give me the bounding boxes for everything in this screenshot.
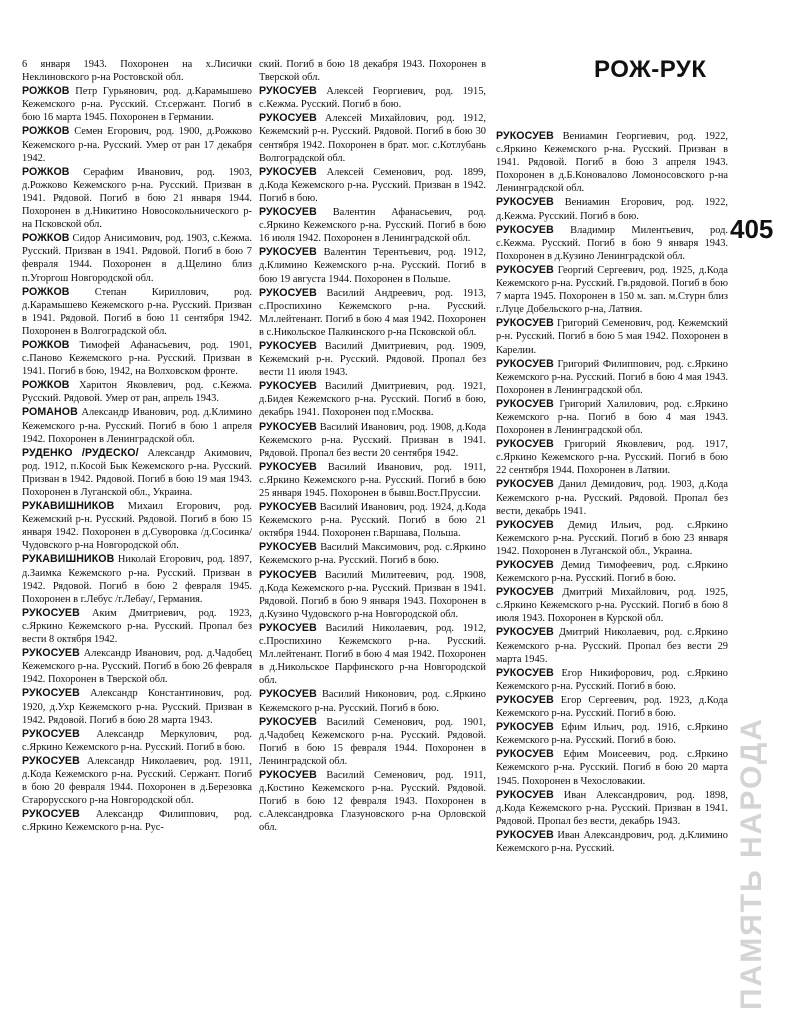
entry-surname: РУКОСУЕВ — [22, 687, 80, 700]
entry-surname: РУКОСУЕВ — [496, 788, 554, 801]
entry-details: Василий Андреевич, род. 1913, с.Проспихино Кежемского р-на. Русский. Мл.лейтенант. Погиб в бою 4 мая 1942. Похоронен в с.Никольское Палкинского р-на Псковской обл. — [259, 287, 486, 338]
memorial-entry — [496, 559, 728, 585]
entry-surname: РУКОСУЕВ — [259, 380, 317, 393]
memorial-entry — [259, 112, 486, 164]
memorial-entry — [22, 58, 252, 84]
memorial-entry — [496, 478, 728, 517]
memorial-entry — [259, 206, 486, 245]
entry-details: Алексей Семенович, род. 1899, д.Кода Кежемского р-на. Русский. Призван в 1942. Погиб в бою. — [259, 166, 486, 204]
entry-surname: РУКОСУЕВ — [496, 626, 554, 639]
entry-details: Демид Тимофеевич, род. с.Яркино Кежемского р-на. Русский. Погиб в бою. — [496, 560, 728, 585]
entry-surname: РУКАВИШНИКОВ — [22, 553, 115, 566]
entry-surname: РУКОСУЕВ — [259, 501, 317, 514]
entry-surname: РУКОСУЕВ — [259, 339, 317, 352]
memorial-entry — [259, 166, 486, 205]
entry-details: Алексей Михайлович, род. 1912, Кежемский р-н. Русский. Рядовой. Погиб в бою 30 сентября 1942. Похоронен в брат. мог. с.Котлубань Волгоградской обл. — [259, 113, 486, 164]
entry-surname: РУКОСУЕВ — [496, 559, 554, 571]
entry-details: Иван Александрович, род. д.Климино Кежемского р-на. Русский. — [496, 829, 728, 854]
entry-surname: РУКОСУЕВ — [496, 693, 554, 706]
entry-surname: РУКОСУЕВ — [496, 438, 554, 451]
memorial-entry — [259, 421, 486, 460]
entry-details: Ефим Моисеевич, род. с.Яркино Кежемского р-на. Русский. Погиб в бою 20 марта 1945. Похоронен в Чехословакии. — [496, 749, 728, 787]
entry-details: Григорий Халилович, род. с.Яркино Кежемского р-на. Погиб в бою 4 мая 1943. Похоронен в Ленинградской обл. — [496, 398, 728, 437]
entry-surname: РУКОСУЕВ — [259, 688, 317, 701]
entry-details: Василий Семенович, род. 1901, д.Чадобец Кежемского р-на. Русский. Рядовой. Погиб в бою 15 февраля 1944. Похоронен в Ленинградской обл. — [259, 716, 486, 767]
memorial-entry — [22, 500, 252, 552]
memorial-entry — [22, 447, 252, 499]
entry-details: Василий Иванович, род. 1924, д.Кода Кежемского р-на. Русский. Погиб в бою 21 октября 1944. Похоронен г.Варшава, Польша. — [259, 502, 486, 540]
memorial-entry — [259, 246, 486, 285]
memorial-entry — [22, 647, 252, 686]
entry-details: Данил Демидович, род. 1903, д.Кода Кежемского р-на. Русский. Рядовой. Пропал без вести, декабрь 1941. — [496, 479, 728, 517]
entry-details: Дмитрий Михайлович, род. 1925, с.Яркино Кежемского р-на. Русский. Погиб в бою 8 июля 1943. Похоронен в Курской обл. — [496, 587, 728, 625]
memorial-entry — [259, 461, 486, 500]
entry-surname: РУКОСУЕВ — [22, 727, 80, 740]
entry-surname: РУКОСУЕВ — [496, 397, 554, 410]
entry-surname: РУКОСУЕВ — [22, 808, 80, 821]
memorial-entry — [259, 716, 486, 768]
entry-details: Василий Дмитриевич, род. 1909, Кежемский р-н. Русский. Рядовой. Пропал без вести 11 июля 1943. — [259, 340, 486, 379]
entry-surname: РУКОСУЕВ — [259, 206, 317, 219]
memorial-entry — [22, 166, 252, 231]
entry-details: Александр Иванович, род. д.Климино Кежемского р-на. Русский. Погиб в бою 1 апреля 1942. Похоронен в Ленинградской обл. — [22, 407, 252, 445]
memorial-entry — [496, 586, 728, 625]
memorial-entry — [496, 224, 728, 263]
entry-details: Алексей Георгиевич, род. 1915, с.Кежма. Русский. Погиб в бою. — [259, 86, 486, 111]
entry-details: Демид Ильич, род. с.Яркино Кежемского р-на. Русский. Погиб в бою 23 января 1942. Похоронен в Луганской обл., Украина. — [496, 519, 728, 557]
memorial-entry — [259, 769, 486, 834]
entry-details: Василий Максимович, род. с.Яркино Кежемского р-на. Русский. Погиб в бою. — [259, 542, 486, 567]
entry-surname: РУКОСУЕВ — [496, 518, 554, 531]
entry-surname: РУКОСУЕВ — [496, 130, 554, 142]
entry-details: Василий Дмитриевич, род. 1921, д.Бидея Кежемского р-на. Русский. Погиб в бою, декабрь 1941. Похоронен под г.Москва. — [259, 381, 486, 419]
entry-surname: РУКОСУЕВ — [259, 568, 317, 581]
entry-surname: РУКОСУЕВ — [259, 715, 317, 728]
memorial-entry — [496, 438, 728, 477]
entry-details: Серафим Иванович, род. 1903, д.Рожково Кежемского р-на. Русский. Призван в 1941. Рядовой. Погиб в бою 21 января 1944. Похоронен в д.Никитино Новосокольнического р-на Псковской обл. — [22, 166, 252, 231]
entry-details: Вениамин Егорович, род. 1922, д.Кежма. Русский. Погиб в бою. — [496, 197, 728, 222]
watermark-stamp: ПАМЯТЬ НАРОДА — [735, 717, 768, 1010]
entry-surname: РУКОСУЕВ — [259, 85, 317, 98]
entry-surname: РУКОСУЕВ — [259, 112, 317, 125]
entry-details: Егор Сергеевич, род. 1923, д.Кода Кежемского р-на. Русский. Погиб в бою. — [496, 694, 728, 720]
entry-details: Иван Александрович, род. 1898, д.Кода Кежемского р-на. Русский. Призван в 1941. Рядовой. Пропал без вести, декабрь 1943. — [496, 789, 728, 827]
entry-surname: РУКОСУЕВ — [496, 357, 554, 370]
entry-surname: РУКОСУЕВ — [259, 460, 317, 473]
entry-surname: РУКОСУЕВ — [496, 196, 554, 209]
entry-details: Тимофей Афанасьевич, род. 1901, с.Паново Кежемского р-на. Русский. Призван в 1941. Погиб в бою, 1942, на Волховском фронте. — [22, 339, 252, 378]
entry-surname: РУКОСУЕВ — [496, 721, 554, 734]
entry-surname: РОЖКОВ — [22, 285, 70, 298]
entry-details: Александр Константинович, род. 1920, д.Ухр Кежемского р-на. Русский. Призван в 1942. Рядовой. Погиб в бою 28 марта 1943. — [22, 688, 252, 726]
text-column-right — [496, 130, 728, 856]
entry-surname: РОЖКОВ — [22, 338, 70, 351]
entry-surname: РОЖКОВ — [22, 165, 70, 178]
memorial-entry — [22, 286, 252, 338]
entry-details: Александр Акимович, род. 1912, п.Косой Бык Кежемского р-на. Русский. Призван в 1942. Рядовой. Погиб в бою 19 мая 1943. Похоронен в Луганской обл., Украина. — [22, 447, 252, 498]
entry-details: Григорий Семенович, род. Кежемский р-н. Русский. Погиб в бою 5 мая 1942. Похоронен в Карелии. — [496, 318, 728, 356]
entry-details: Александр Филиппович, род. с.Яркино Кежемского р-на. Рус- — [22, 809, 252, 834]
entry-details: Григорий Яковлевич, род. 1917, с.Яркино Кежемского р-на. Русский. Погиб в бою 22 сентября 1944. Похоронен в Латвии. — [496, 439, 728, 477]
entry-details: Александр Меркулович, род. с.Яркино Кежемского р-на. Русский. Погиб в бою. — [22, 728, 252, 753]
memorial-entry — [22, 232, 252, 284]
entry-details: Аким Дмитриевич, род. 1923, с.Яркино Кежемского р-на. Русский. Пропал без вести 8 октября 1942. — [22, 607, 252, 646]
entry-surname: РУКОСУЕВ — [496, 223, 554, 236]
entry-details: Семен Егорович, род. 1900, д.Рожково Кежемского р-на. Русский. Умер от ран 17 декабря 1942. — [22, 126, 252, 164]
memorial-entry — [496, 196, 728, 222]
entry-details: Василий Никонович, род. с.Яркино Кежемского р-на. Русский. Погиб в бою. — [259, 689, 486, 714]
entry-details: Василий Семенович, род. 1911, д.Костино Кежемского р-на. Русский. Рядовой. Погиб в бою 12 февраля 1943. Похоронен в с.Александровка Глазуновского р-на Орловской обл. — [259, 769, 486, 834]
memorial-entry — [496, 721, 728, 747]
memorial-entry — [22, 406, 252, 445]
entry-surname: РУКОСУЕВ — [259, 286, 317, 299]
memorial-entry — [496, 626, 728, 665]
memorial-entry — [22, 687, 252, 726]
memorial-entry — [496, 519, 728, 558]
memorial-entry — [496, 317, 728, 356]
text-column-left — [22, 58, 252, 835]
memorial-entry — [496, 789, 728, 828]
entry-surname: РУКОСУЕВ — [496, 828, 554, 841]
memorial-entry — [496, 264, 728, 316]
entry-details: Дмитрий Николаевич, род. с.Яркино Кежемского р-на. Русский. Пропал без вести 29 марта 1945. — [496, 627, 728, 665]
memorial-entry — [259, 622, 486, 687]
entry-surname: РУДЕНКО /РУДЕСКО/ — [22, 446, 139, 459]
page-header-range: РОЖ-РУК — [594, 56, 707, 83]
entry-details: Валентин Терентьевич, род. 1912, д.Климино Кежемского р-на. Русский. Погиб в бою 19 августа 1944. Похоронен в Польше. — [259, 247, 486, 285]
entry-surname: РУКОСУЕВ — [259, 165, 317, 178]
entry-surname: РОЖКОВ — [22, 232, 70, 245]
entry-surname: РУКОСУЕВ — [496, 263, 554, 276]
memorial-entry — [259, 287, 486, 339]
entry-details: Василий Милитеевич, род. 1908, д.Кода Кежемского р-на. Русский. Призван в 1941. Рядовой. Погиб в бою 9 января 1943. Похоронен в д.Кузино Чудовского р-на Новгородской обл. — [259, 569, 486, 620]
entry-details: Вениамин Георгиевич, род. 1922, с.Яркино Кежемского р-на. Русский. Призван в 1941. Рядовой. Погиб в бою 3 апреля 1943. Похоронен в д.Б.Коновалово Ломоносовского р-на Ленинградской обл. — [496, 131, 728, 195]
memorial-entry — [22, 85, 252, 124]
entry-details: Валентин Афанасьевич, род. с.Яркино Кежемского р-на. Русский. Погиб в бою 16 июля 1942. Похоронен в Ленинградской обл. — [259, 207, 486, 245]
entry-surname: РУКОСУЕВ — [259, 420, 317, 433]
memorial-entry — [259, 541, 486, 567]
entry-details: Михаил Егорович, род. Кежемский р-н. Русский. Рядовой. Погиб в бою 15 января 1942. Похоронен в д.Суворовка /д.Сосинка/ Чудовского р-на Новгородской обл. — [22, 501, 252, 552]
entry-surname: РОМАНОВ — [22, 406, 78, 419]
entry-surname: РУКОСУЕВ — [496, 478, 554, 491]
entry-details: Николай Егорович, род. 1897, д.Заимка Кежемского р-на. Русский. Призван в 1942. Рядовой. Погиб в бою 2 февраля 1945. Похоронен в г.Лебус /г.Лебау/, Германия. — [22, 554, 252, 605]
entry-details: 6 января 1943. Похоронен на х.Лисички Неклиновского р-на Ростовской обл. — [22, 59, 252, 84]
entry-details: Александр Иванович, род. д.Чадобец Кежемского р-на. Русский. Погиб в бою 26 февраля 1942. Похоронен в Тверской обл. — [22, 648, 252, 686]
memorial-entry — [22, 125, 252, 164]
memorial-entry — [496, 829, 728, 855]
entry-surname: РОЖКОВ — [22, 379, 70, 392]
memorial-entry — [496, 358, 728, 397]
entry-surname: РУКОСУЕВ — [259, 768, 317, 781]
memorial-entry — [259, 58, 486, 84]
entry-surname: РУКОСУЕВ — [259, 246, 317, 259]
memorial-entry — [496, 748, 728, 787]
entry-details: Сидор Анисимович, род. 1903, с.Кежма. Русский. Призван в 1941. Рядовой. Погиб в бою 7 февраля 1944. Похоронен в д.Щелино близ п.Угоргош Новгородской обл. — [22, 233, 252, 284]
entry-details: Ефим Ильич, род. 1916, с.Яркино Кежемского р-на. Русский. Погиб в бою. — [496, 722, 728, 747]
memorial-entry — [496, 694, 728, 720]
entry-details: Харитон Яковлевич, род. с.Кежма. Русский. Рядовой. Умер от ран, апрель 1943. — [22, 380, 252, 405]
memorial-entry — [22, 728, 252, 754]
entry-surname: РУКОСУЕВ — [22, 606, 80, 619]
entry-surname: РОЖКОВ — [22, 125, 70, 138]
memorial-entry — [496, 398, 728, 437]
entry-surname: РУКОСУЕВ — [22, 754, 80, 767]
memorial-entry — [259, 340, 486, 379]
memorial-entry — [496, 130, 728, 195]
memorial-entry — [259, 688, 486, 714]
entry-surname: РУКОСУЕВ — [496, 666, 554, 679]
entry-details: Василий Иванович, род. 1908, д.Кода Кежемского р-на. Русский. Призван в 1941. Рядовой. Пропал без вести 20 сентября 1942. — [259, 421, 486, 459]
memorial-entry — [22, 808, 252, 834]
entry-surname: РУКАВИШНИКОВ — [22, 500, 115, 513]
entry-details: Александр Николаевич, род. 1911, д.Кода Кежемского р-на. Русский. Сержант. Погиб в бою 20 февраля 1944. Похоронен в д.Березовка Старорусского р-на Новгородской обл. — [22, 755, 252, 807]
memorial-entry — [22, 607, 252, 646]
memorial-entry — [22, 339, 252, 378]
entry-details: Георгий Сергеевич, род. 1925, д.Кода Кежемского р-на. Русский. Гв.рядовой. Погиб в бою 7 марта 1945. Похоронен в 150 м. зап. м.Стурн близ г.Луце Добельского р-на, Латвия. — [496, 264, 728, 316]
entry-details: Василий Николаевич, род. 1912, с.Проспихино Кежемского р-на. Русский. Мл.лейтенант. Погиб в бою 4 мая 1942. Похоронен в д.Никольское Парфинского р-на Новгородской обл. — [259, 622, 486, 687]
memorial-entry — [259, 380, 486, 419]
memorial-entry — [259, 85, 486, 111]
entry-surname: РУКОСУЕВ — [259, 621, 317, 634]
entry-details: Егор Никифорович, род. с.Яркино Кежемского р-на. Русский. Погиб в бою. — [496, 667, 728, 692]
entry-details: Степан Кириллович, род. д.Карамышево Кежемского р-на. Русский. Призван в 1941. Рядовой. Погиб в бою 11 сентября 1942. Похоронен в Волгоградской обл. — [22, 286, 252, 337]
memorial-entry — [259, 501, 486, 540]
memorial-entry — [22, 553, 252, 605]
entry-surname: РУКОСУЕВ — [259, 541, 317, 554]
memorial-entry — [259, 569, 486, 621]
page-number: 405 — [730, 214, 774, 244]
entry-details: Григорий Филиппович, род. с.Яркино Кежемского р-на. Русский. Погиб в бою 4 мая 1943. Похоронен в Ленинградской обл. — [496, 358, 728, 396]
entry-surname: РУКОСУЕВ — [22, 647, 80, 660]
text-column-middle — [259, 58, 486, 835]
memorial-entry — [22, 755, 252, 807]
memorial-entry — [22, 379, 252, 405]
entry-surname: РУКОСУЕВ — [496, 317, 554, 330]
entry-details: Владимир Милентьевич, род. с.Кежма. Русский. Погиб в бою 9 января 1943. Похоронен в д.Кузино Ленинградской обл. — [496, 224, 728, 262]
entry-details: Василий Иванович, род. 1911, с.Яркино Кежемского р-на. Русский. Погиб в бою 25 января 1945. Похоронен в бывш.Вост.Пруссии. — [259, 461, 486, 499]
entry-details: ский. Погиб в бою 18 декабря 1943. Похоронен в Тверской обл. — [259, 59, 486, 84]
memorial-entry — [496, 667, 728, 693]
entry-details: Петр Гурьянович, род. д.Карамышево Кежемского р-на. Русский. Ст.сержант. Погиб в бою 16 марта 1945. Похоронен в Германии. — [22, 86, 252, 124]
entry-surname: РОЖКОВ — [22, 85, 70, 98]
entry-surname: РУКОСУЕВ — [496, 586, 554, 599]
entry-surname: РУКОСУЕВ — [496, 748, 554, 761]
